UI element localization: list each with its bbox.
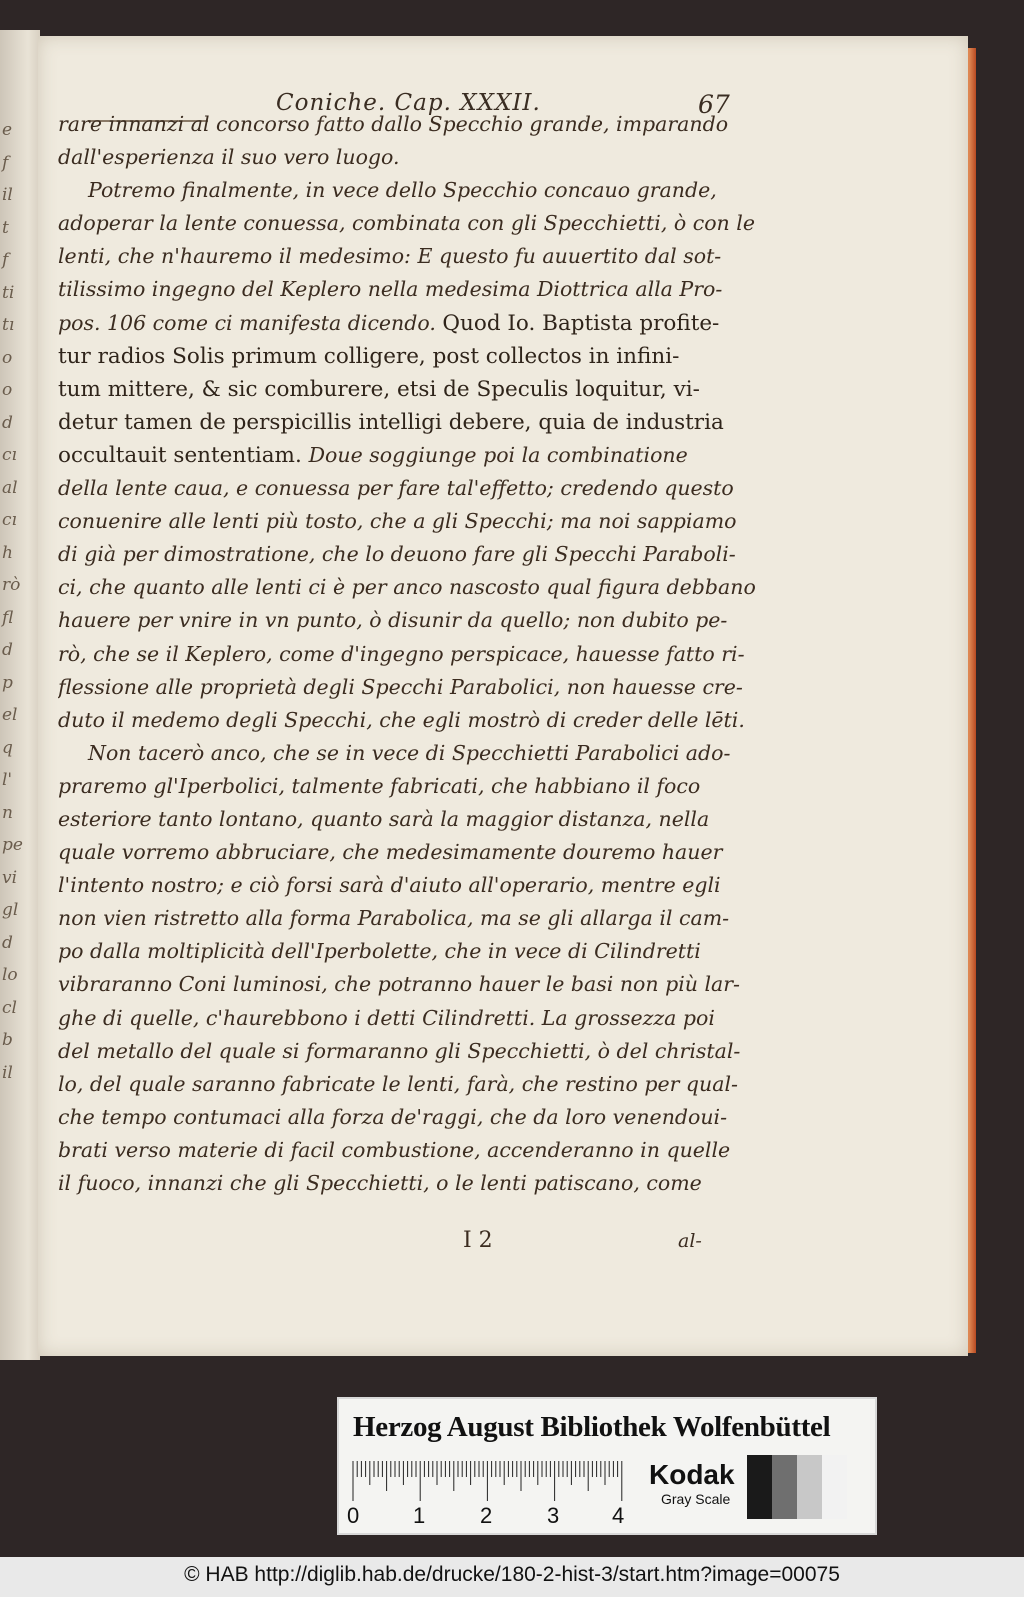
facing-page-glyph: f (2, 250, 9, 270)
gray-swatch (822, 1455, 847, 1519)
text-line: lenti, che n'hauremo il medesimo: E questo fu auuertito dal sot- (58, 244, 722, 269)
text-line: tum mittere, & sic comburere, etsi de Speculis loquitur, vi- (58, 376, 700, 402)
facing-page-glyph: il (2, 185, 13, 205)
text-line: duto il medemo degli Specchi, che egli mostrò di creder delle lēti. (58, 707, 745, 732)
text-line (58, 307, 798, 340)
page-number: 67 (698, 90, 730, 119)
signature-mark: I 2 (463, 1228, 493, 1253)
text-line: Non tacerò anco, che se in vece di Specchietti Parabolici ado- (88, 740, 731, 765)
ruler-number: 2 (480, 1503, 493, 1528)
gray-swatch (797, 1455, 822, 1519)
facing-page-glyph: d (2, 640, 13, 660)
page-footer (38, 1228, 968, 1258)
text-line: della lente caua, e conuessa per fare tal'effetto; credendo questo (58, 476, 734, 501)
text-line: il fuoco, innanzi che gli Specchietti, o le lenti patiscano, come (58, 1171, 702, 1195)
facing-page-glyph: al (2, 477, 18, 498)
header-title: Coniche. Cap. XXXII. (276, 90, 541, 116)
facing-page-glyph: cı (2, 445, 17, 465)
gray-swatch (747, 1455, 772, 1519)
facing-page-glyph: d (2, 932, 13, 953)
ruler-number: 3 (547, 1503, 560, 1528)
text-line: di già per dimostratione, che lo deuono fare gli Specchi Paraboli- (58, 542, 736, 567)
text-line: ci, che quanto alle lenti ci è per anco nascosto qual figura debbano (58, 575, 756, 600)
page-text (58, 108, 798, 1200)
facing-page-glyph: l' (2, 770, 13, 790)
text-segment: pos. 106 come ci manifesta dicendo. (58, 310, 443, 335)
left-page-edge (0, 30, 40, 1360)
text-line: conuenire alle lenti più tosto, che a gli Specchi; ma noi sappiamo (58, 509, 737, 534)
text-line: praremo gl'Iperbolici, talmente fabricati, che habbiano il foco (58, 773, 701, 798)
text-line: ghe di quelle, c'haurebbono i detti Cilindretti. La grossezza poi (58, 1005, 715, 1030)
facing-page-glyph: q (2, 737, 13, 758)
text-line (58, 439, 798, 472)
text-line: rò, che se il Keplero, come d'ingegno perspicace, hauesse fatto ri- (58, 641, 745, 666)
text-line: quale vorremo abbruciare, che medesimamente douremo hauer (58, 840, 723, 865)
facing-page-glyph: n (2, 802, 13, 823)
kodak-label: Kodak (649, 1459, 735, 1490)
credit-bar (0, 1557, 1024, 1597)
text-line: esteriore tanto lontano, quanto sarà la maggior distanza, nella (58, 806, 710, 831)
facing-page-glyph: e (2, 120, 13, 140)
library-name: Herzog August Bibliothek Wolfenbüttel (353, 1411, 831, 1443)
text-segment: Doue soggiunge poi la combinatione (308, 442, 688, 467)
ruler-ticks (349, 1459, 629, 1501)
facing-page-glyph: fl (2, 607, 14, 628)
text-segment: occultauit sententiam. (58, 442, 309, 468)
facing-page-glyph: tı (2, 315, 15, 335)
text-line: flessione alle proprietà degli Specchi Parabolici, non hauesse cre- (58, 674, 743, 699)
facing-page-glyph: rò (2, 575, 21, 595)
facing-page-glyph: p (2, 672, 13, 693)
text-line: vibraranno Coni luminosi, che potranno hauer le basi non più lar- (58, 972, 740, 997)
text-line: hauere per vnire in vn punto, ò disunir da quello; non dubito pe- (58, 608, 728, 633)
ruler-number: 1 (413, 1503, 426, 1528)
text-line: po dalla moltiplicità dell'Iperbolette, che in vece di Cilindretti (58, 939, 701, 964)
ruler-number: 0 (347, 1503, 360, 1528)
facing-page-glyph: f (2, 152, 9, 173)
text-line: lo, del quale saranno fabricate le lenti, farà, che restino per qual- (58, 1071, 738, 1096)
facing-page-glyph: d (2, 412, 13, 433)
facing-page-glyph: t (2, 217, 9, 238)
text-line: tur radios Solis primum colligere, post collectos in infini- (58, 343, 680, 369)
ruler-number: 4 (612, 1503, 625, 1528)
facing-page-glyph: o (2, 380, 13, 400)
gray-swatch (772, 1455, 797, 1519)
facing-page-glyph: lo (2, 965, 18, 985)
facing-page-glyph: o (2, 347, 13, 368)
facing-page-glyph: b (2, 1030, 13, 1050)
gray-scale-label: Gray Scale (661, 1491, 731, 1507)
text-line: l'intento nostro; e ciò forsi sarà d'aiuto all'operario, mentre egli (58, 873, 721, 898)
text-segment: Quod Io. Baptista profite- (442, 310, 720, 336)
facing-page-glyph: h (2, 542, 13, 563)
text-line: Potremo finalmente, in vece dello Specchio concauo grande, (88, 178, 717, 203)
ruler (347, 1459, 629, 1528)
text-line: del metallo del quale si formaranno gli Specchietti, ò del christal- (58, 1038, 741, 1063)
facing-page-glyph: il (2, 1062, 13, 1083)
catchword: al- (678, 1230, 702, 1252)
text-line: tilissimo ingegno del Keplero nella medesima Diottrica alla Pro- (58, 277, 723, 302)
color-calibration-bar (337, 1397, 877, 1535)
facing-page-glyph: el (2, 705, 18, 725)
credit-text: © HAB http://diglib.hab.de/drucke/180-2-hist-3/start.htm?image=00075 (184, 1563, 840, 1586)
gray-scale-swatches (747, 1455, 847, 1519)
text-line: rare innanzi al concorso fatto dallo Specchio grande, imparando (58, 112, 729, 136)
book-page (38, 36, 968, 1356)
text-line: brati verso materie di facil combustione, accenderanno in quelle (58, 1137, 731, 1162)
facing-page-glyph: ti (2, 282, 15, 303)
text-line: dall'esperienza il suo vero luogo. (58, 145, 400, 170)
facing-page-glyph: vi (2, 867, 18, 888)
facing-page-glyph: gl (2, 900, 19, 920)
text-line: non vien ristretto alla forma Parabolica, ma se gli allarga il cam- (58, 906, 730, 931)
text-line: detur tamen de perspicillis intelligi debere, quia de industria (58, 409, 724, 435)
text-line: adoperar la lente conuessa, combinata con gli Specchietti, ò con le (58, 211, 755, 236)
text-line: che tempo contumaci alla forza de'raggi, che da loro venendoui- (58, 1104, 728, 1129)
facing-page-glyph: cl (2, 997, 17, 1018)
facing-page-glyph: cı (2, 510, 17, 530)
facing-page-glyph: pe (2, 835, 23, 855)
